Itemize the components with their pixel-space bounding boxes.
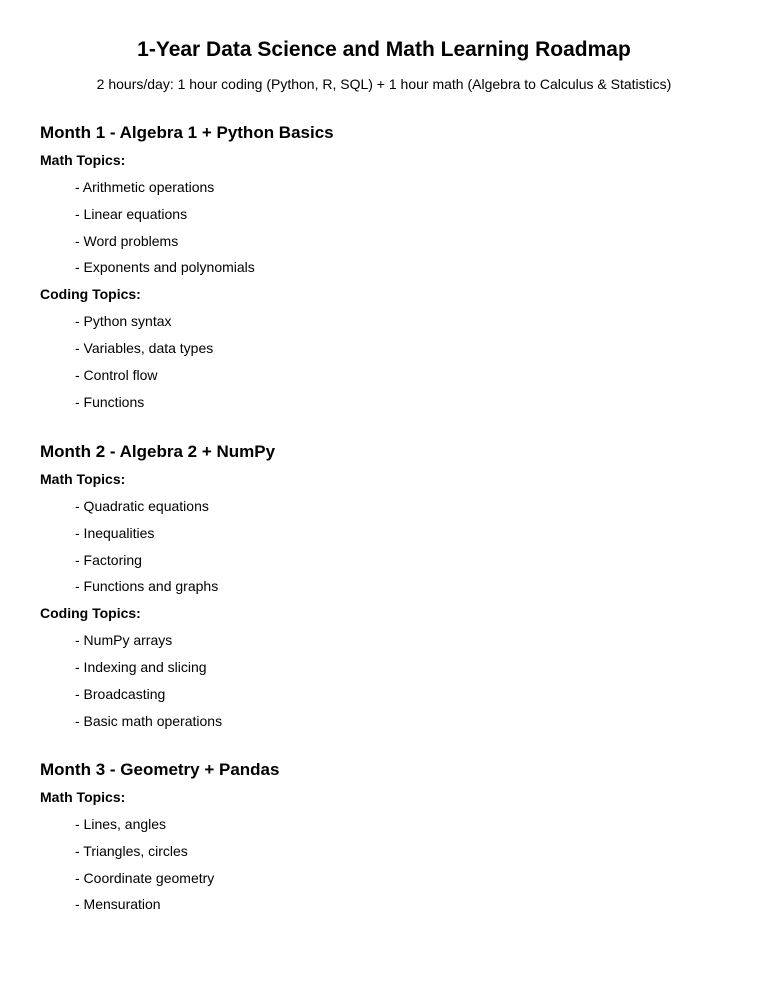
list-item: - Coordinate geometry [75, 869, 215, 886]
list-item: - Factoring [75, 551, 142, 568]
coding-topics-label: Coding Topics: [40, 286, 141, 303]
month-2-section [40, 441, 740, 729]
math-topics-label: Math Topics: [40, 789, 126, 805]
math-topic-list [40, 179, 740, 275]
month-heading: Month 1 - Algebra 1 + Python Basics [40, 123, 334, 142]
math-topic-list [40, 498, 740, 594]
list-item: - NumPy arrays [75, 632, 173, 649]
list-item: - Lines, angles [75, 816, 167, 832]
list-item: - Broadcasting [75, 685, 166, 702]
list-item: - Indexing and slicing [75, 659, 207, 676]
list-item: - Variables, data types [75, 340, 214, 357]
list-item: - Inequalities [75, 524, 155, 541]
coding-topic-list [40, 632, 740, 728]
list-item: - Python syntax [75, 313, 172, 330]
list-item: - Functions [75, 393, 145, 410]
list-item: - Word problems [75, 232, 179, 249]
month-heading: Month 3 - Geometry + Pandas [40, 760, 280, 779]
month-heading: Month 2 - Algebra 2 + NumPy [40, 442, 276, 461]
list-item: - Triangles, circles [75, 842, 188, 859]
math-topics-label: Math Topics: [40, 152, 126, 168]
list-item: - Basic math operations [75, 712, 223, 729]
coding-topics-label: Coding Topics: [40, 605, 141, 622]
list-item: - Functions and graphs [75, 578, 219, 595]
list-item: - Linear equations [75, 205, 188, 222]
document-title: 1-Year Data Science and Math Learning Roadmap [137, 38, 631, 61]
document-subtitle: 2 hours/day: 1 hour coding (Python, R, SQL) + 1 hour math (Algebra to Calculus & Statistics) [96, 76, 672, 92]
coding-topic-list [40, 313, 740, 409]
month-1-section [40, 122, 740, 410]
list-item: - Exponents and polynomials [75, 259, 255, 276]
math-topic-list [40, 816, 740, 912]
list-item: - Arithmetic operations [75, 179, 215, 195]
list-item: - Control flow [75, 366, 158, 383]
list-item: - Mensuration [75, 896, 161, 913]
math-topics-label: Math Topics: [40, 471, 126, 487]
month-3-section [40, 759, 740, 912]
list-item: - Quadratic equations [75, 498, 209, 514]
